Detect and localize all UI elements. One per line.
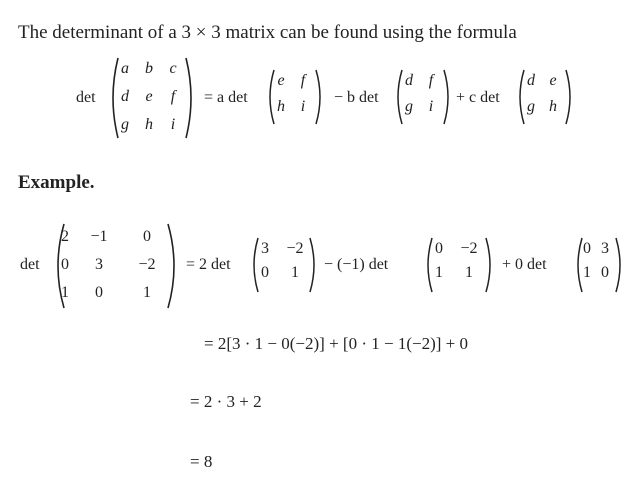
matrix-cell: b bbox=[145, 60, 153, 77]
minor-cell: f bbox=[428, 72, 434, 89]
matrix-cell: −1 bbox=[90, 228, 108, 245]
det-label: det bbox=[20, 256, 40, 273]
right-paren bbox=[166, 222, 182, 310]
matrix-cell: 1 bbox=[61, 284, 69, 301]
step-3: = 8 bbox=[190, 452, 213, 471]
intro-text: The determinant of a 3 × 3 matrix can be found using the formula bbox=[18, 22, 517, 43]
minor-cell: 1 bbox=[465, 264, 473, 281]
matrix-cell: a bbox=[121, 60, 129, 77]
minor-cell: 1 bbox=[291, 264, 299, 281]
eq-a-det: = a det bbox=[204, 89, 248, 106]
minor-cell: e bbox=[549, 72, 557, 89]
matrix-cell: i bbox=[170, 116, 176, 133]
minor-cell: h bbox=[549, 98, 557, 115]
right-paren bbox=[442, 68, 454, 126]
matrix-cell: −2 bbox=[138, 256, 156, 273]
step-2: = 2 · 3 + 2 bbox=[190, 392, 262, 411]
matrix-cell: 1 bbox=[143, 284, 151, 301]
minor-cell: d bbox=[405, 72, 413, 89]
right-paren bbox=[314, 68, 326, 126]
right-paren bbox=[564, 68, 576, 126]
matrix-cell: 2 bbox=[61, 228, 69, 245]
eq-2-det: = 2 det bbox=[186, 256, 231, 273]
matrix-cell: h bbox=[145, 116, 153, 133]
matrix-cell: 0 bbox=[143, 228, 151, 245]
matrix-cell: d bbox=[121, 88, 129, 105]
minor-cell: 0 bbox=[435, 240, 443, 257]
right-paren bbox=[184, 56, 198, 140]
plus-c-det: + c det bbox=[456, 89, 500, 106]
right-paren bbox=[484, 236, 496, 294]
minor-cell: 0 bbox=[261, 264, 269, 281]
matrix-cell: 0 bbox=[61, 256, 69, 273]
minus-neg1-det: − (−1) det bbox=[324, 256, 389, 273]
minor-cell: 1 bbox=[583, 264, 591, 281]
minor-cell: d bbox=[527, 72, 535, 89]
minor-cell: i bbox=[428, 98, 434, 115]
minor-cell: 0 bbox=[601, 264, 609, 281]
det-label: det bbox=[76, 89, 96, 106]
matrix-cell: c bbox=[169, 60, 177, 77]
minor-cell: h bbox=[277, 98, 285, 115]
minor-cell: 1 bbox=[435, 264, 443, 281]
matrix-cell: f bbox=[170, 88, 176, 105]
minor-cell: 0 bbox=[583, 240, 591, 257]
minor-cell: f bbox=[300, 72, 306, 89]
minor-cell: e bbox=[277, 72, 285, 89]
right-paren bbox=[308, 236, 320, 294]
minor-cell: g bbox=[527, 98, 535, 115]
matrix-cell: 0 bbox=[95, 284, 103, 301]
step-1: = 2[3 · 1 − 0(−2)] + [0 · 1 − 1(−2)] + 0 bbox=[204, 334, 468, 353]
right-paren bbox=[614, 236, 626, 294]
matrix-cell: 3 bbox=[95, 256, 103, 273]
matrix-cell: e bbox=[145, 88, 153, 105]
minus-b-det: − b det bbox=[334, 89, 379, 106]
minor-cell: −2 bbox=[286, 240, 304, 257]
minor-cell: 3 bbox=[601, 240, 609, 257]
matrix-cell: g bbox=[121, 116, 129, 133]
minor-cell: −2 bbox=[460, 240, 478, 257]
minor-cell: i bbox=[300, 98, 306, 115]
example-heading: Example. bbox=[18, 172, 95, 193]
minor-cell: 3 bbox=[261, 240, 269, 257]
minor-cell: g bbox=[405, 98, 413, 115]
plus-0-det: + 0 det bbox=[502, 256, 547, 273]
